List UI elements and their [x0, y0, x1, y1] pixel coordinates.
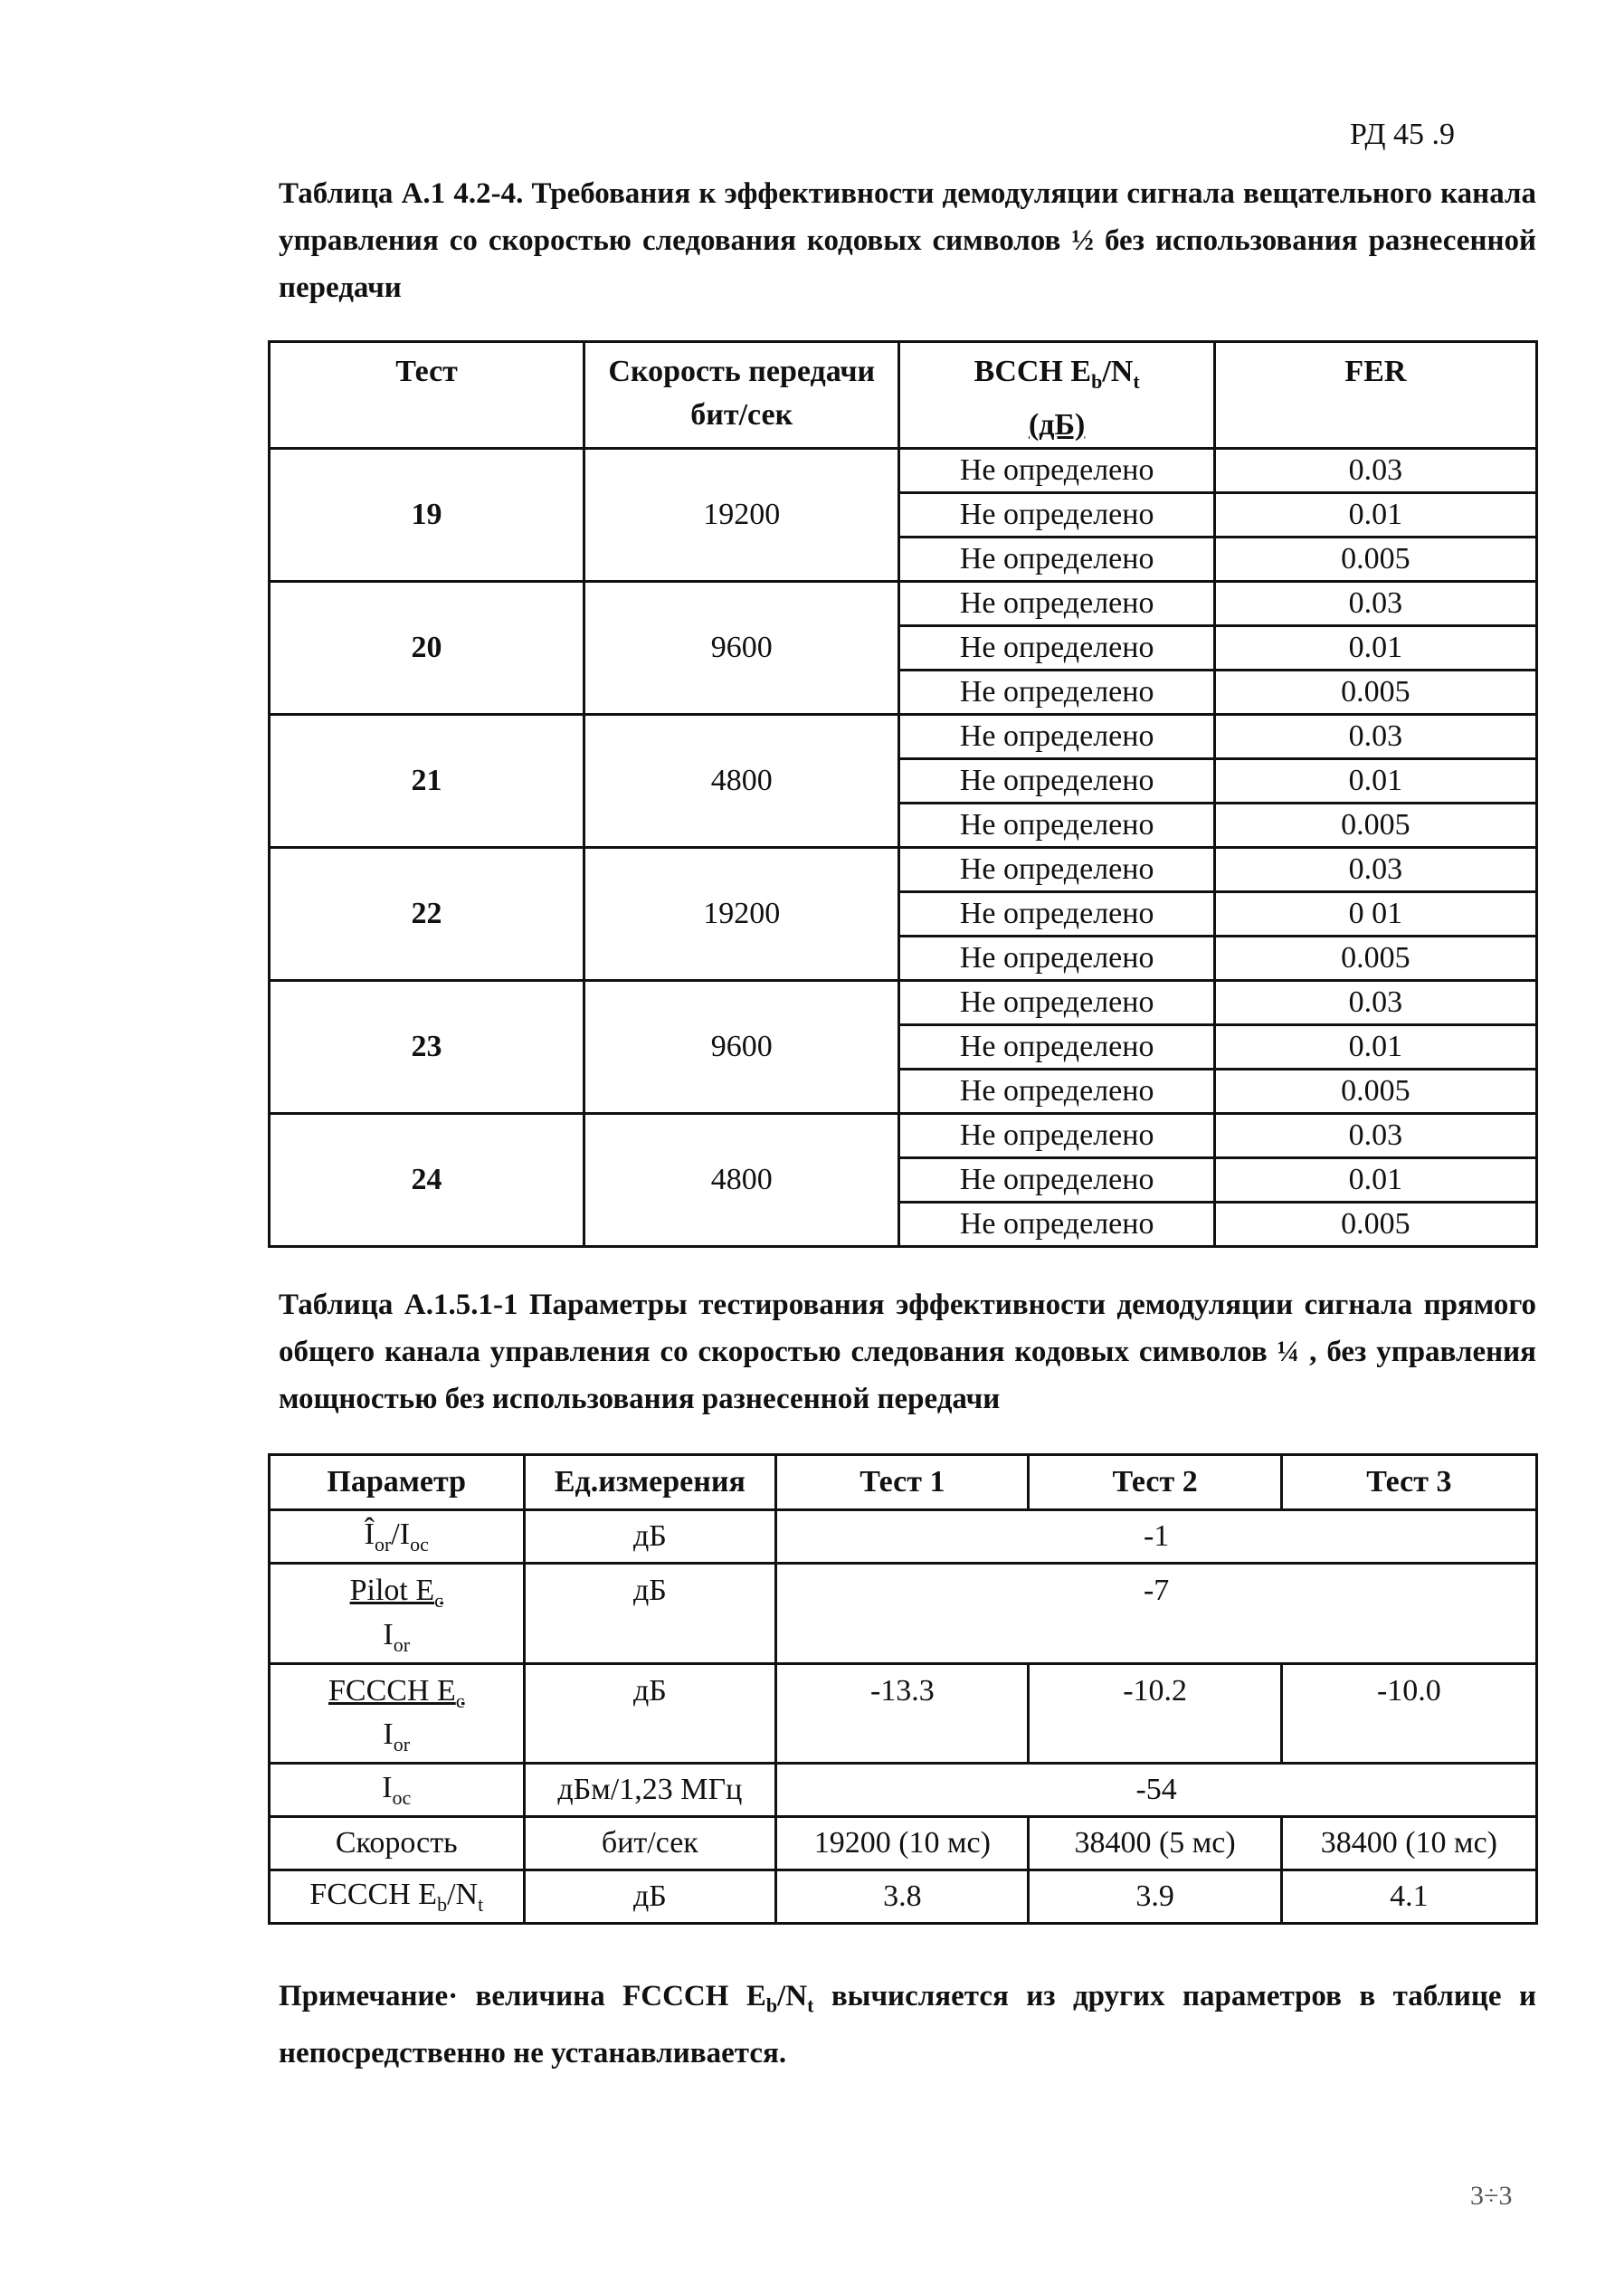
- header-rate-line2: бит/сек: [690, 398, 793, 432]
- ebnt-value: Не определено: [899, 448, 1214, 492]
- fer-value: 0.03: [1214, 847, 1536, 891]
- fer-value: 0.01: [1214, 758, 1536, 803]
- test-number: 23: [270, 980, 584, 1113]
- header-rate-line1: Скорость передачи: [608, 355, 876, 388]
- document-code: РД 45 .9: [1350, 118, 1456, 151]
- value-cell: 38400 (5 мс): [1029, 1817, 1281, 1870]
- ebnt-value: Не определено: [899, 1069, 1214, 1113]
- note-sub: b: [765, 1993, 778, 2017]
- fer-value: 0.005: [1214, 1202, 1536, 1246]
- ebnt-value: Не определено: [899, 1202, 1214, 1246]
- ebnt-value: Не определено: [899, 758, 1214, 803]
- fer-value: 0.01: [1214, 492, 1536, 537]
- note-text: /N: [777, 1980, 808, 2012]
- test-number: 19: [270, 448, 584, 581]
- header-bcch-ebnt: [899, 342, 1214, 449]
- param-part: I: [383, 1717, 394, 1752]
- param-part: Pilot $E_c$: [349, 1574, 443, 1612]
- ebnt-value: Не определено: [899, 936, 1214, 980]
- value-cell: 3.8: [776, 1870, 1029, 1924]
- param-part: I: [382, 1770, 393, 1804]
- unit-cell: дБ: [524, 1564, 776, 1664]
- table-row: [270, 581, 1537, 625]
- bit-rate: 9600: [584, 581, 899, 714]
- header-test2: Тест 2: [1029, 1455, 1281, 1510]
- header-rate: [584, 342, 899, 449]
- header-unit: Ед.измерения: [524, 1455, 776, 1510]
- table2-caption: Таблица А.1.5.1-1 Параметры тестирования эффективности демодуляции сигнала прямого общего канала управления со скоростью следования кодовых символов ¼ , без управления мощностью без использования разнесенной передачи: [279, 1289, 1536, 1415]
- param-sub: b: [437, 1892, 448, 1916]
- ebnt-value: Не определено: [899, 803, 1214, 847]
- header-bcch-slash: /N: [1102, 355, 1134, 388]
- table-row: [270, 714, 1537, 758]
- unit-cell: дБ: [524, 1510, 776, 1564]
- param-sub: or: [393, 1632, 411, 1656]
- table-header-row: [270, 342, 1537, 449]
- test-number: 21: [270, 714, 584, 847]
- param-fccch-ebnt: [270, 1870, 525, 1924]
- ebnt-value: Не определено: [899, 625, 1214, 670]
- param-ioc: [270, 1764, 525, 1817]
- fer-value: 0.01: [1214, 1157, 1536, 1202]
- param-sub: oc: [392, 1785, 412, 1809]
- value-cell: 38400 (10 мс): [1281, 1817, 1536, 1870]
- ebnt-value: Не определено: [899, 714, 1214, 758]
- table-row-fccch-ec: [270, 1663, 1537, 1764]
- ebnt-value: Не определено: [899, 1157, 1214, 1202]
- table-header-row: [270, 1455, 1537, 1510]
- param-sub: oc: [410, 1532, 429, 1556]
- demodulation-requirements-table: [268, 340, 1538, 1248]
- unit-cell: дБ: [524, 1663, 776, 1764]
- ebnt-value: Не определено: [899, 537, 1214, 581]
- note-text: величина FCCCH E: [458, 1980, 766, 2012]
- table-row: [270, 980, 1537, 1024]
- page-number: 3÷3: [1470, 2181, 1513, 2211]
- table1-caption: Таблица А.1 4.2-4. Требования к эффективности демодуляции сигнала вещательного канала управления со скоростью следования кодовых символов ½ без использования разнесенной передачи: [279, 177, 1536, 304]
- value-cell: -1: [776, 1510, 1537, 1564]
- fer-value: 0.01: [1214, 1024, 1536, 1069]
- value-cell: -13.3: [776, 1663, 1029, 1764]
- param-part: /I: [391, 1517, 411, 1551]
- test-parameters-table: [268, 1453, 1538, 1925]
- table-row-ior-ioc: [270, 1510, 1537, 1564]
- ebnt-value: Не определено: [899, 1024, 1214, 1069]
- table-note: [279, 1973, 1536, 2077]
- ebnt-value: Не определено: [899, 847, 1214, 891]
- header-bcch-prefix: BCCH E: [973, 355, 1092, 388]
- unit-cell: бит/сек: [524, 1817, 776, 1870]
- fer-value: 0.01: [1214, 625, 1536, 670]
- ebnt-value: Не определено: [899, 670, 1214, 714]
- table-row-speed: [270, 1817, 1537, 1870]
- ebnt-value: Не определено: [899, 891, 1214, 936]
- value-cell: -10.2: [1029, 1663, 1281, 1764]
- fer-value: 0.03: [1214, 448, 1536, 492]
- param-sub: t: [478, 1892, 484, 1916]
- fer-value: 0.005: [1214, 670, 1536, 714]
- fer-value: 0.005: [1214, 936, 1536, 980]
- param-sub: or: [374, 1532, 392, 1556]
- fer-value: 0.005: [1214, 803, 1536, 847]
- value-cell: -7: [776, 1564, 1537, 1664]
- bit-rate: 4800: [584, 1113, 899, 1246]
- param-part: I: [383, 1617, 394, 1651]
- header-bcch-unit: (дБ): [1028, 407, 1086, 442]
- value-cell: -54: [776, 1764, 1537, 1817]
- ebnt-value: Не определено: [899, 980, 1214, 1024]
- param-part: FCCCH $E_c$: [328, 1673, 465, 1712]
- table-row: [270, 1113, 1537, 1157]
- note-lead: Примечание·: [279, 1980, 459, 2012]
- table-row-fccch-ebnt: [270, 1870, 1537, 1924]
- header-bcch-sub2: t: [1133, 369, 1140, 393]
- param-part: Î: [364, 1517, 375, 1551]
- note-text: вычисляется из других параметров в таблице и непосредственно не устанавливается.: [279, 1980, 1536, 2069]
- unit-cell: дБм/1,23 МГц: [524, 1764, 776, 1817]
- ebnt-value: Не определено: [899, 581, 1214, 625]
- test-number: 22: [270, 847, 584, 980]
- header-fer: FER: [1214, 342, 1536, 449]
- fer-value: 0.03: [1214, 1113, 1536, 1157]
- unit-cell: дБ: [524, 1870, 776, 1924]
- header-test1: Тест 1: [776, 1455, 1029, 1510]
- note-sub: t: [807, 1993, 814, 2017]
- header-bcch-sub1: b: [1091, 369, 1103, 393]
- param-speed: Скорость: [270, 1817, 525, 1870]
- fer-value: 0.03: [1214, 581, 1536, 625]
- test-number: 20: [270, 581, 584, 714]
- fer-value: 0.03: [1214, 714, 1536, 758]
- ebnt-value: Не определено: [899, 1113, 1214, 1157]
- bit-rate: 19200: [584, 448, 899, 581]
- table-row-ioc: [270, 1764, 1537, 1817]
- fer-value: 0.005: [1214, 537, 1536, 581]
- ebnt-value: Не определено: [899, 492, 1214, 537]
- header-test3: Тест 3: [1281, 1455, 1536, 1510]
- param-sub: or: [393, 1733, 411, 1756]
- header-parameter: Параметр: [270, 1455, 525, 1510]
- fer-value: 0.005: [1214, 1069, 1536, 1113]
- bit-rate: 9600: [584, 980, 899, 1113]
- param-fccch-ec-ior: [270, 1663, 525, 1764]
- param-ior-ioc: [270, 1510, 525, 1564]
- value-cell: 4.1: [1281, 1870, 1536, 1924]
- header-test: Тест: [270, 342, 584, 449]
- bit-rate: 19200: [584, 847, 899, 980]
- fer-value: 0 01: [1214, 891, 1536, 936]
- param-pilot-ec-ior: [270, 1564, 525, 1664]
- fer-value: 0.03: [1214, 980, 1536, 1024]
- value-cell: 19200 (10 мс): [776, 1817, 1029, 1870]
- test-number: 24: [270, 1113, 584, 1246]
- table-row: [270, 448, 1537, 492]
- table-row-pilot: [270, 1564, 1537, 1664]
- value-cell: 3.9: [1029, 1870, 1281, 1924]
- bit-rate: 4800: [584, 714, 899, 847]
- table-row: [270, 847, 1537, 891]
- param-part: FCCCH E: [309, 1877, 438, 1911]
- param-part: /N: [447, 1877, 479, 1911]
- value-cell: -10.0: [1281, 1663, 1536, 1764]
